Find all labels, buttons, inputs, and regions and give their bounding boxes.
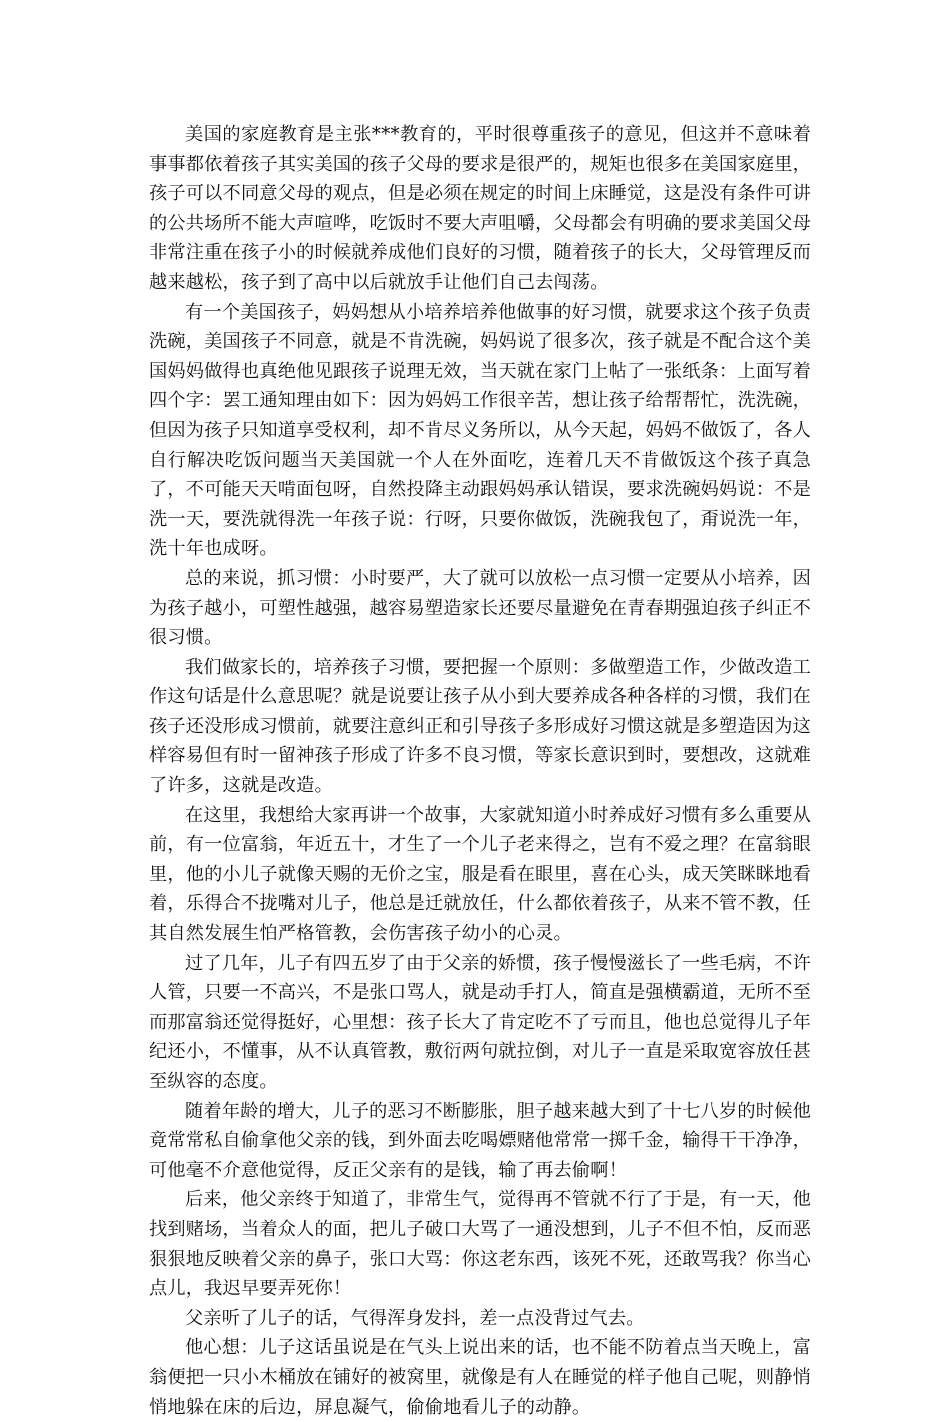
paragraph-3: 总的来说，抓习惯：小时要严，大了就可以放松一点习惯一定要从小培养，因为孩子越小，可塑性越强，越容易塑造家长还要尽量避免在青春期强迫孩子纠正不很习惯。 xyxy=(149,567,811,649)
paragraph-6: 过了几年，儿子有四五岁了由于父亲的娇惯，孩子慢慢滋长了一些毛病，不许人管，只要一不高兴，不是张口骂人，就是动手打人，简直是强横霸道，无所不至而那富翁还觉得挺好，心里想：孩子长大了肯定吃不了亏而且，他也总觉得儿子年纪还小，不懂事，从不认真管教，敷衍两句就拉倒，对儿子一直是采取宽容放任甚至纵容的态度。 xyxy=(149,952,811,1092)
paragraph-4: 我们做家长的，培养孩子习惯，要把握一个原则：多做塑造工作，少做改造工作这句话是什么意思呢？就是说要让孩子从小到大要养成各种各样的习惯，我们在孩子还没形成习惯前，就要注意纠正和引导孩子多形成好习惯这就是多塑造因为这样容易但有时一留神孩子形成了许多不良习惯，等家长意识到时，要想改，这就难了许多，这就是改造。 xyxy=(149,656,811,797)
paragraph-8: 后来，他父亲终于知道了，非常生气，觉得再不管就不行了于是，有一天，他找到赌场，当着众人的面，把儿子破口大骂了一通没想到，儿子不但不怕，反而恶狠狠地反映着父亲的鼻子，张口大骂：你这老东西，该死不死，还敢骂我？你当心点儿，我迟早要弄死你！ xyxy=(149,1189,811,1300)
paragraph-9: 父亲听了儿子的话，气得浑身发抖，差一点没背过气去。 xyxy=(185,1307,645,1329)
paragraph-2: 有一个美国孩子，妈妈想从小培养培养他做事的好习惯，就要求这个孩子负责洗碗，美国孩子不同意，就是不肯洗碗，妈妈说了很多次，孩子就是不配合这个美国妈妈做得也真绝他见跟孩子说理无效，当天就在家门上帖了一张纸条：上面写着四个字：罢工通知理由如下：因为妈妈工作很辛苦，想让孩子给帮帮忙，洗洗碗，但因为孩子只知道享受权利，却不肯尽义务所以，从今天起，妈妈不做饭了，各人自行解决吃饭问题当天美国就一个人在外面吃，连着几天不肯做饭这个孩子真急了，不可能天天啃面包呀，自然投降主动跟妈妈承认错误，要求洗碗妈妈说：不是洗一天，要洗就得洗一年孩子说：行呀，只要你做饭，洗碗我包了，甭说洗一年，洗十年也成呀。 xyxy=(149,301,811,560)
document-body xyxy=(149,120,811,1422)
paragraph-7: 随着年龄的增大，儿子的恶习不断膨胀，胆子越来越大到了十七八岁的时候他竟常常私自偷拿他父亲的钱，到外面去吃喝嫖赌他常常一掷千金，输得干干净净，可他毫不介意他觉得，反正父亲有的是钱，输了再去偷啊！ xyxy=(149,1100,811,1181)
paragraph-10: 他心想：儿子这话虽说是在气头上说出来的话，也不能不防着点当天晚上，富翁便把一只小木桶放在铺好的被窝里，就像是有人在睡觉的样子他自己呢，则静悄悄地躲在床的后边，屏息凝气，偷偷地看儿子的动静。 xyxy=(149,1337,811,1418)
paragraph-5: 在这里，我想给大家再讲一个故事，大家就知道小时养成好习惯有多么重要从前，有一位富翁，年近五十，才生了一个儿子老来得之，岂有不爱之理？在富翁眼里，他的小儿子就像天赐的无价之宝，服是看在眼里，喜在心头，成天笑眯眯地看着，乐得合不拢嘴对儿子，他总是迁就放任，什么都依着孩子，从来不管不教，任其自然发展生怕严格管教，会伤害孩子幼小的心灵。 xyxy=(149,804,811,945)
paragraph-1: 美国的家庭教育是主张***教育的，平时很尊重孩子的意见，但这并不意味着事事都依着孩子其实美国的孩子父母的要求是很严的，规矩也很多在美国家庭里，孩子可以不同意父母的观点，但是必须在规定的时间上床睡觉，这是没有条件可讲的公共场所不能大声喧哗，吃饭时不要大声咀嚼，父母都会有明确的要求美国父母非常注重在孩子小的时候就养成他们良好的习惯，随着孩子的长大，父母管理反而越来越松，孩子到了高中以后就放手让他们自己去闯荡。 xyxy=(149,124,811,293)
